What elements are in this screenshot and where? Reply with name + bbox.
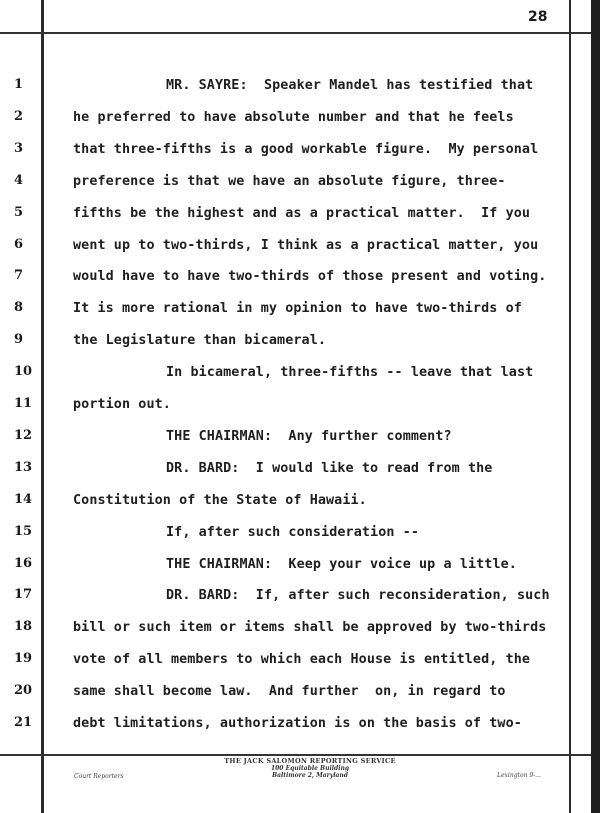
line-number: 8: [14, 300, 24, 316]
line-number: 15: [14, 523, 33, 539]
transcript-line: If, after such consideration --: [166, 524, 420, 540]
transcript-line: that three-fifths is a good workable figure. My personal: [73, 141, 539, 157]
header-rule: [0, 32, 591, 34]
line-number: 4: [14, 172, 24, 188]
transcript-line: he preferred to have absolute number and that he feels: [73, 109, 514, 125]
transcript-line: same shall become law. And further on, in regard to: [73, 684, 506, 700]
footer-company: THE JACK SALOMON REPORTING SERVICE: [224, 757, 396, 765]
transcript-line: DR. BARD: I would like to read from the: [166, 460, 493, 476]
line-number: 12: [14, 427, 33, 443]
transcript-line: DR. BARD: If, after such reconsideration, such: [166, 588, 550, 604]
transcript-line: bill or such item or items shall be approved by two-thirds: [73, 620, 547, 636]
transcript-line: fifths be the highest and as a practical matter. If you: [73, 205, 531, 221]
transcript-line: would have to have two-thirds of those present and voting.: [73, 269, 547, 285]
line-number: 14: [14, 491, 33, 507]
scan-edge-band: [591, 0, 600, 813]
line-number: 21: [14, 715, 33, 730]
right-margin-rule: [569, 0, 571, 813]
line-number: 18: [14, 619, 33, 635]
page-number: 28: [528, 9, 548, 25]
transcript-line: portion out.: [73, 397, 171, 412]
transcript-line: the Legislature than bicameral.: [73, 333, 327, 349]
line-number: 9: [14, 332, 24, 348]
line-number: 11: [14, 396, 33, 411]
footer-address-line1: 100 Equitable Building: [270, 765, 350, 772]
transcript-line: Constitution of the State of Hawaii.: [73, 492, 367, 508]
line-number: 2: [14, 108, 24, 124]
line-number: 10: [14, 364, 33, 380]
transcript-line: preference is that we have an absolute figure, three-: [73, 173, 506, 189]
transcript-line: In bicameral, three-fifths -- leave that last: [166, 365, 534, 381]
footer-left-text: Court Reporters: [74, 773, 124, 780]
transcript-line: debt limitations, authorization is on the basis of two-: [73, 716, 522, 731]
line-number: 20: [14, 683, 33, 699]
transcript-line: THE CHAIRMAN: Any further comment?: [166, 428, 452, 444]
line-number: 1: [14, 77, 24, 92]
left-margin-rule: [41, 0, 44, 813]
transcript-line: vote of all members to which each House is entitled, the: [73, 652, 531, 668]
line-number: 13: [14, 459, 33, 475]
transcript-line: went up to two-thirds, I think as a practical matter, you: [73, 237, 539, 253]
line-number: 6: [14, 236, 24, 252]
transcript-line: THE CHAIRMAN: Keep your voice up a little.: [166, 556, 517, 572]
footer-address-line2: Baltimore 2, Maryland: [272, 772, 348, 779]
line-number: 16: [14, 555, 33, 571]
footer-rule: [0, 754, 591, 756]
line-number: 7: [14, 268, 24, 284]
line-number: 5: [14, 204, 24, 220]
transcript-line: MR. SAYRE: Speaker Mandel has testified that: [166, 78, 534, 93]
footer-right-text: Lexington 9-...: [497, 772, 541, 779]
line-number: 19: [14, 651, 33, 667]
line-number: 17: [14, 587, 33, 603]
line-number: 3: [14, 140, 24, 156]
footer-reporting-service: [200, 757, 420, 779]
transcript-line: It is more rational in my opinion to have two-thirds of: [73, 301, 522, 317]
